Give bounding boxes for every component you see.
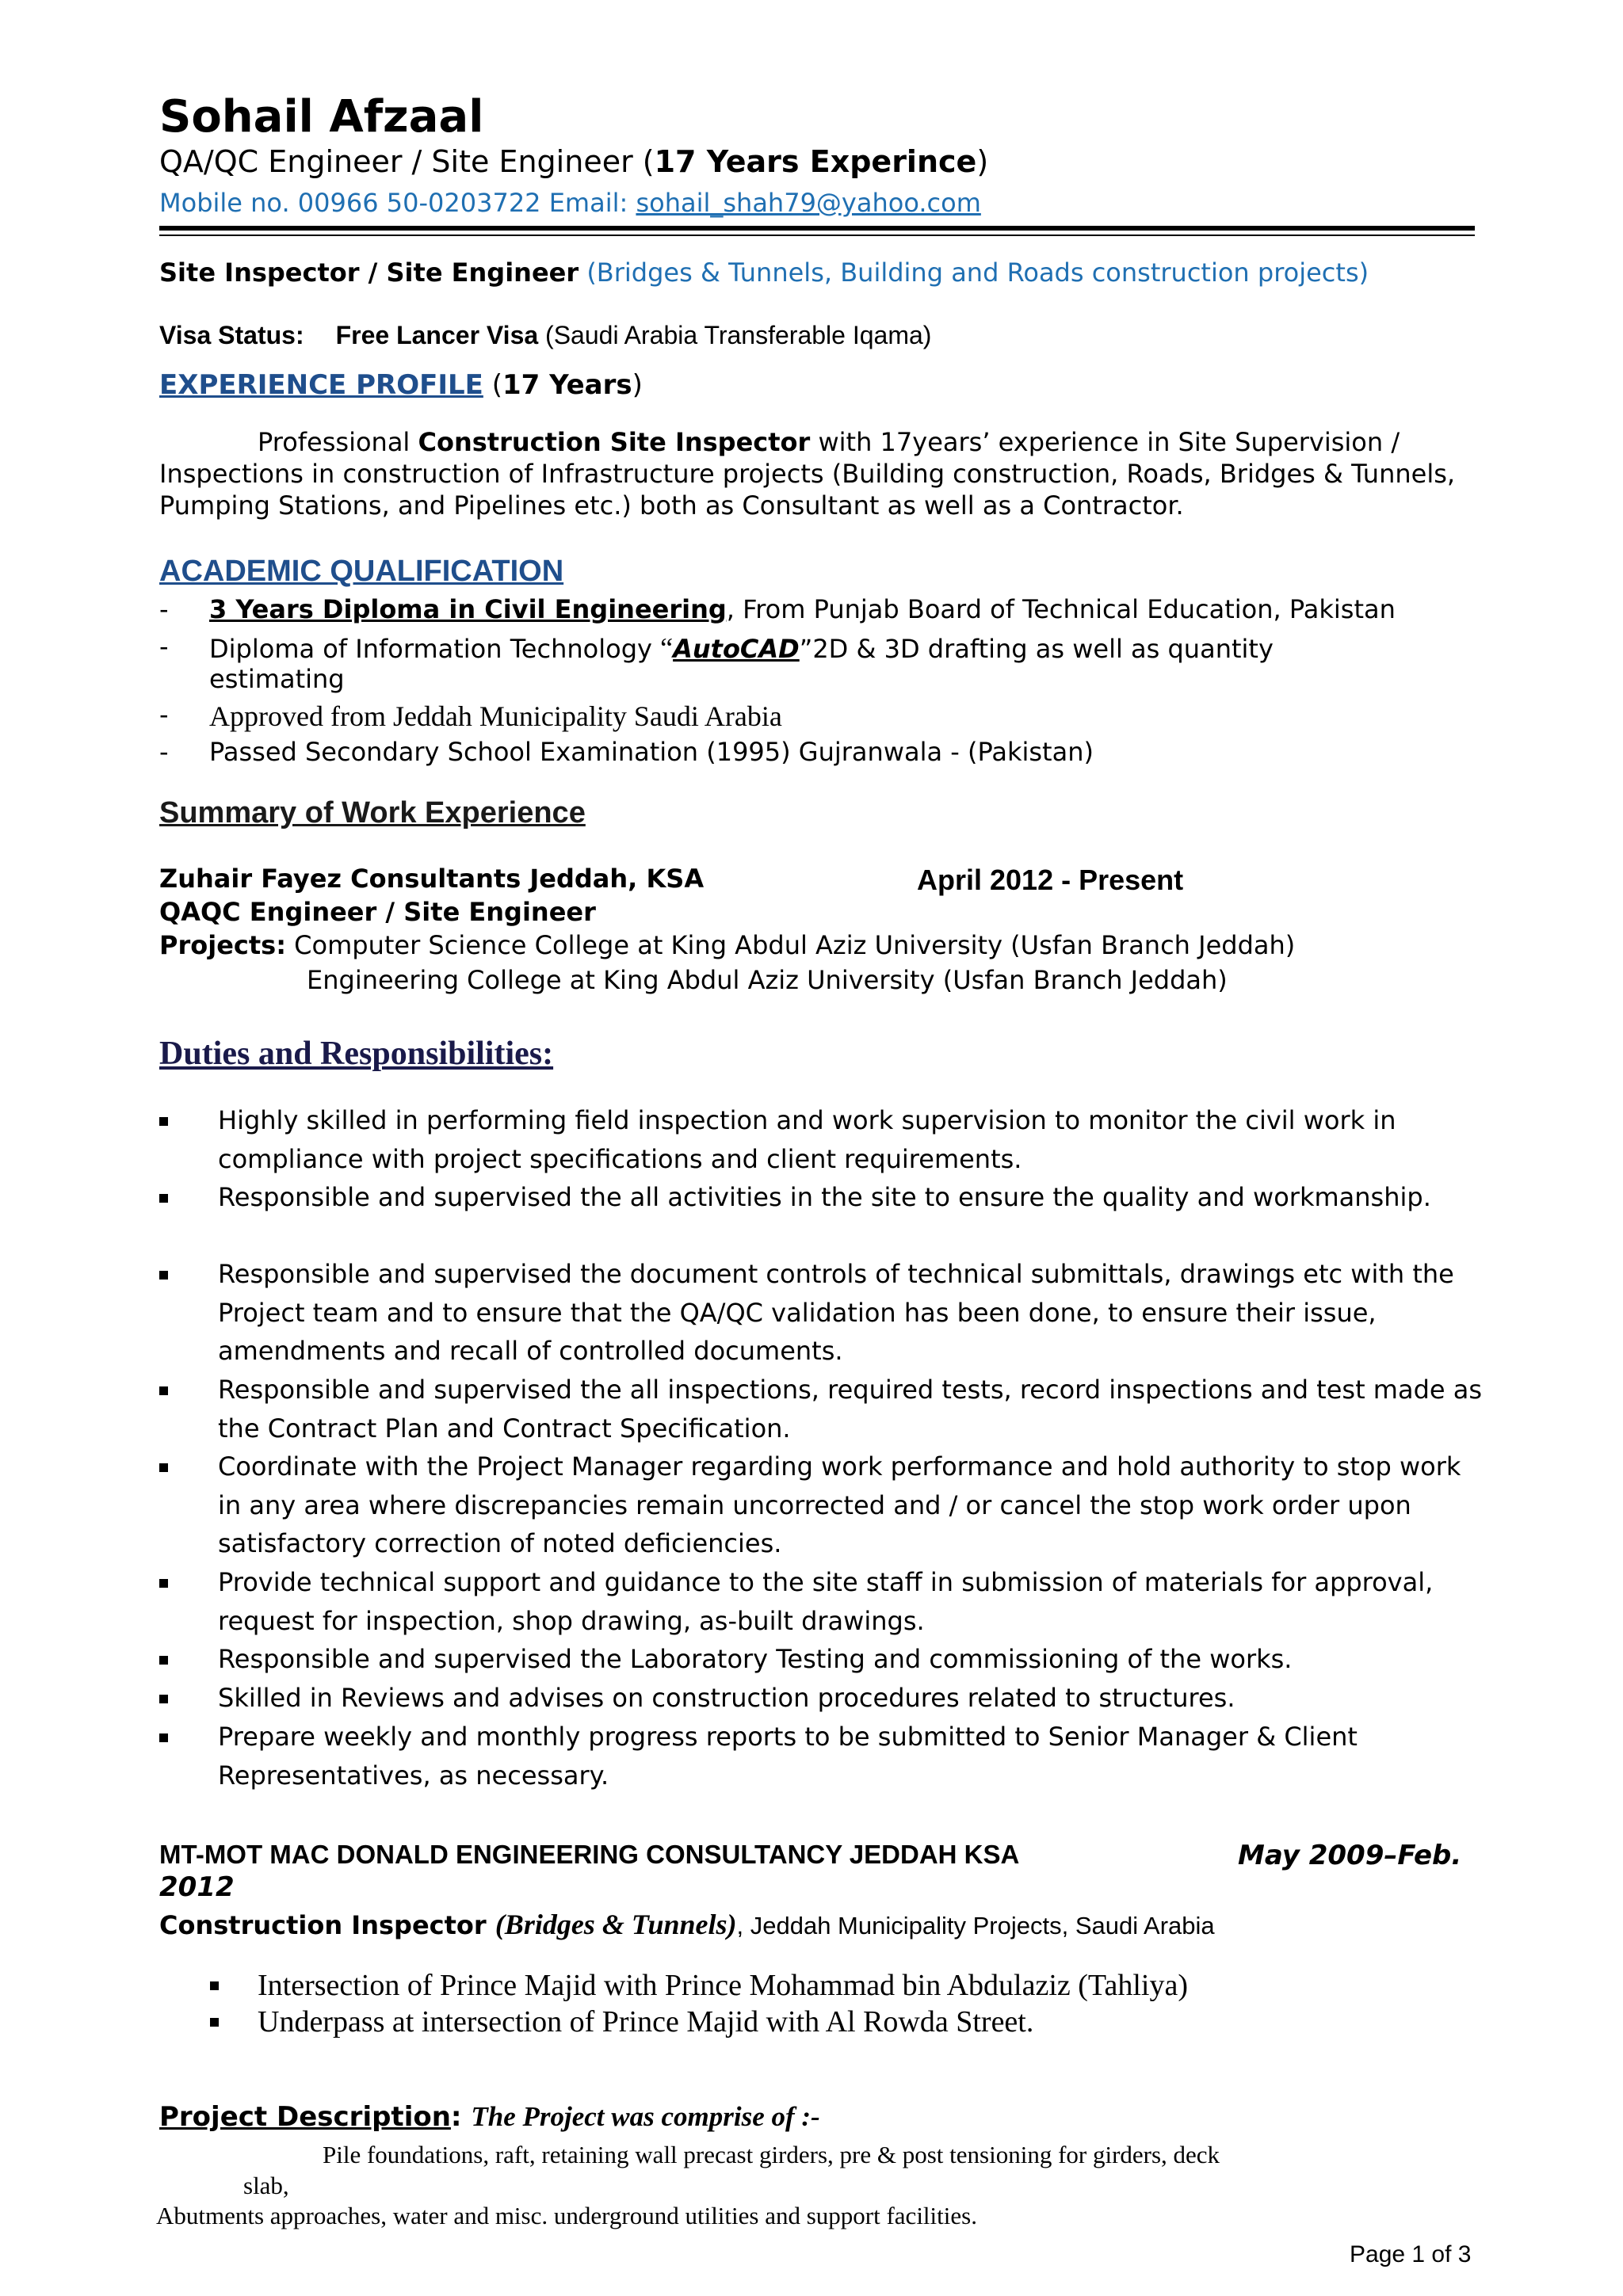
- visa-status: [159, 321, 931, 350]
- years-experience: 17 Years Experince: [654, 144, 977, 179]
- candidate-role: QA/QC Engineer / Site Engineer (17 Years Experince): [159, 144, 989, 179]
- visa-value: Free Lancer Visa: [335, 321, 539, 349]
- job2-dates: May 2009–Feb.: [1238, 1840, 1462, 1871]
- position-line: [159, 257, 1369, 288]
- bullet-square-icon: [159, 1695, 168, 1703]
- project-description-text: Abutments approaches, water and misc. underground utilities and support facilities.: [156, 2202, 977, 2229]
- bullet-square-icon: [210, 1981, 219, 1990]
- job2-title: Construction Inspector (Bridges & Tunnels), Jeddah Municipality Projects, Saudi Arabia: [159, 1909, 1215, 1940]
- bullet-square-icon: [159, 1386, 168, 1395]
- position-scope: (Bridges & Tunnels, Building and Roads construction projects): [579, 257, 1369, 288]
- job2-company: MT-MOT MAC DONALD ENGINEERING CONSULTANCY JEDDAH KSA: [159, 1840, 1020, 1869]
- projects-label: Projects:: [159, 930, 286, 960]
- position-title: Site Inspector / Site Engineer: [159, 257, 579, 288]
- header-divider-thick: [159, 226, 1475, 231]
- resume-page: Sohail Afzaal QA/QC Engineer / Site Engineer (17 Years Experince) Mobile no. 00966 50-0203722 Email: sohail_shah79@yahoo.com Site Inspector / Site Engineer (Bridges & Tunnels, Building and Roads construction projects) Visa Status: Free Lancer Visa (Saudi Arabia Transferable Iqama) EXPERIENCE PROFILE (17 Years) Professional Construction Site Inspector with 17years’ experience in Site Supervision / Inspections in construction of Infrastructure projects (Building construction, Roads, Bridges & Tunnels, Pumping Stations, and Pipelines etc.) both as Consultant as well as a Contractor. ACADEMIC QUALIFICATION - 3 Years Diploma in Civil Engineering, From Punjab Board of Technical Education, Pakistan - Diploma of Information Technology “AutoCAD”2D & 3D drafting as well as quantity estimating - Approved from Jeddah Municipality Saudi Arabia - Passed Secondary School Examination (1995) Gujranwala - (Pakistan) Summary of Work Experience Zuhair Fayez Consultants Jeddah, KSA April 2012 - Present QAQC Engineer / Site Engineer Projects: Computer Science College at King Abdul Aziz University (Usfan Branch Jeddah) Engineering College at King Abdul Aziz University (Usfan Branch Jeddah) Duties and Responsibilities: Highly skilled in performing field inspection and work supervision to monitor the civil work in compliance with project specifications and client requirements. Responsible and supervised the all activities in the site to ensure the quality and workmanship. Responsible and supervised the document controls of technical submittals, drawings etc with the Project team and to ensure that the QA/QC validation has been done, to ensure their issue, amendments and recall of controlled documents. Responsible and supervised the all inspections, required tests, record inspections and test made as the Contract Plan and Contract Specification. Coordinate with the Project Manager regarding work performance and hold authority to stop work in any area where discrepancies remain uncorrected and / or cancel the stop work order upon satisfactory correction of noted deficiencies. Provide technical support and guidance to the site staff in submission of materials for approval, request for inspection, shop drawing, as-built drawings. Responsible and supervised the Laboratory Testing and commissioning of the works. Skilled in Reviews and advises on construction procedures related to structures. Prepare weekly and monthly progress reports to be submitted to Senior Manager & Client Representatives, as necessary. MT-MOT MAC DONALD ENGINEERING CONSULTANCY JEDDAH KSA May 2009–Feb. 2012 Construction Inspector (Bridges & Tunnels), Jeddah Municipality Projects, Saudi Arabia Intersection of Prince Majid with Prince Mohammad bin Abdulaziz (Tahliya) Underpass at intersection of Prince Majid with Al Rowda Street. Project Description: The Project was comprise of :- Pile foundations, raft, retaining wall precast girders, pre & post tensioning for girders, deck slab, Abutments approaches, water and misc. underground utilities and support facilities. Page 1 of 3: [0, 0, 1623, 2296]
- bullet-square-icon: [159, 1194, 168, 1203]
- visa-detail: (Saudi Arabia Transferable Iqama): [538, 321, 932, 349]
- duties-heading: Duties and Responsibilities:: [159, 1035, 554, 1072]
- bullet-square-icon: [159, 1117, 168, 1126]
- job1-dates: April 2012 - Present: [917, 864, 1184, 896]
- bullet-square-icon: [159, 1579, 168, 1588]
- bullet-square-icon: [159, 1656, 168, 1665]
- project-description-text: slab,: [243, 2172, 289, 2199]
- experience-profile-text: Professional Construction Site Inspector with 17years’ experience in Site Supervision / Inspections in construction of Infrastructure projects (Building construction, Roads, Bridges & Tunnels, Pumping Stations, and Pipelines etc.) both as Consultant as well as a Contractor.: [159, 427, 1456, 521]
- job1-projects: [159, 930, 1295, 960]
- job1-company: Zuhair Fayez Consultants Jeddah, KSA: [159, 864, 705, 894]
- project-item: Engineering College at King Abdul Aziz University (Usfan Branch Jeddah): [307, 965, 1228, 995]
- project-description-text: Pile foundations, raft, retaining wall precast girders, pre & post tensioning for girders, deck: [323, 2141, 1220, 2168]
- candidate-name: Sohail Afzaal: [159, 91, 484, 143]
- bullet-square-icon: [159, 1463, 168, 1472]
- job1-title: QAQC Engineer / Site Engineer: [159, 897, 596, 927]
- email-link[interactable]: sohail_shah79@yahoo.com: [636, 188, 981, 218]
- project-item: Computer Science College at King Abdul Aziz University (Usfan Branch Jeddah): [286, 930, 1296, 960]
- contact-line: [159, 188, 981, 218]
- mobile-text: Mobile no. 00966 50-0203722 Email:: [159, 188, 636, 218]
- job2-dates-year: 2012: [159, 1871, 235, 1903]
- project-description-heading: Project Description: The Project was comprise of :-: [159, 2101, 820, 2133]
- visa-label: Visa Status:: [159, 321, 304, 349]
- experience-profile-heading: EXPERIENCE PROFILE (17 Years): [159, 369, 643, 401]
- bullet-square-icon: [159, 1733, 168, 1742]
- header-divider-thin: [159, 235, 1475, 236]
- bullet-square-icon: [159, 1271, 168, 1280]
- academic-heading: ACADEMIC QUALIFICATION: [159, 555, 564, 588]
- summary-heading: Summary of Work Experience: [159, 796, 586, 830]
- bullet-square-icon: [210, 2018, 219, 2027]
- page-number: Page 1 of 3: [1350, 2241, 1472, 2267]
